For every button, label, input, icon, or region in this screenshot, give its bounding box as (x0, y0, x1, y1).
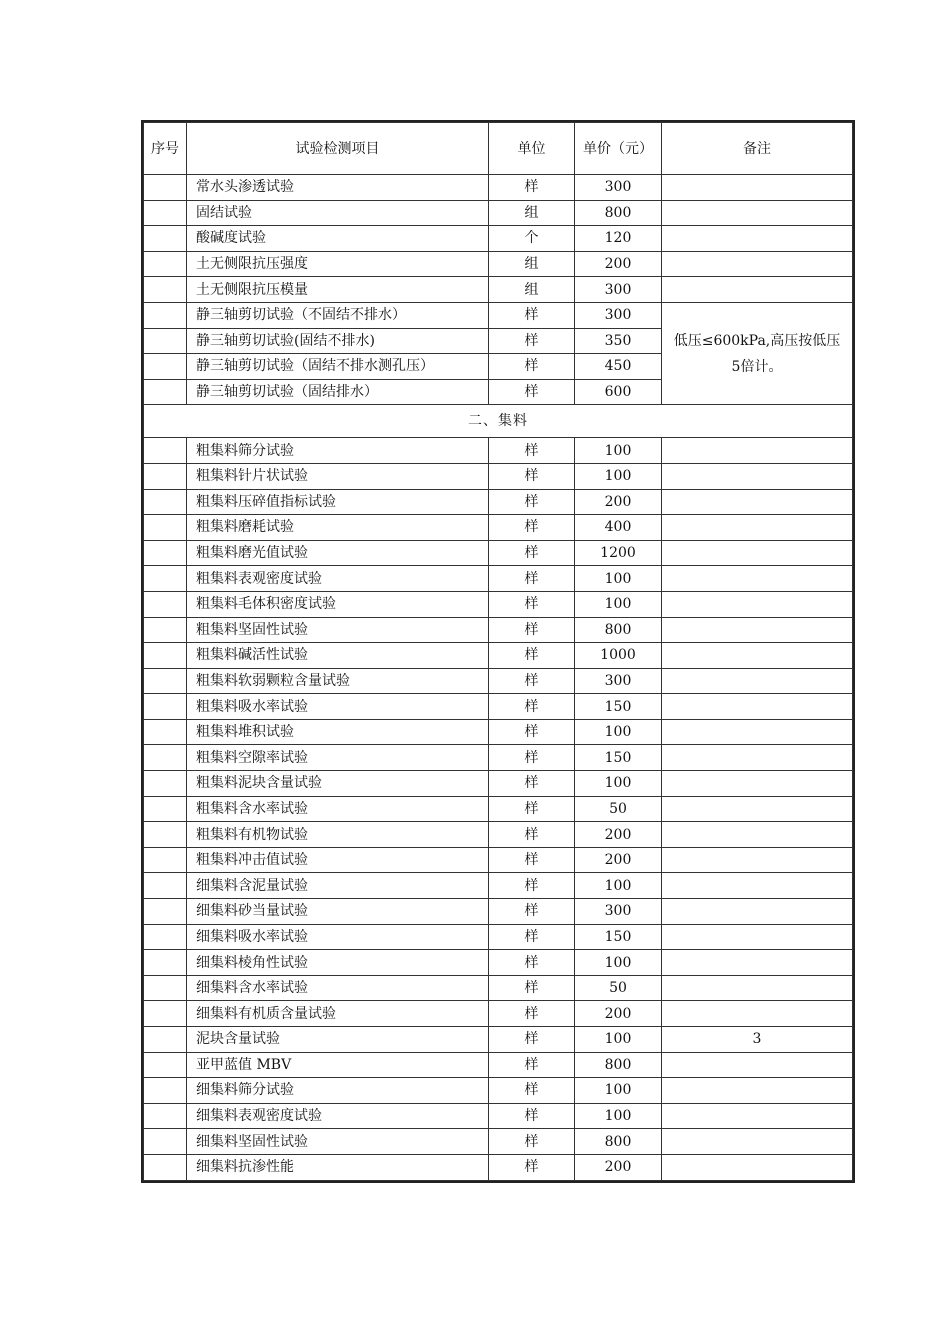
row-item: 细集料抗渗性能 (187, 1154, 489, 1180)
row-no (144, 924, 187, 950)
row-no (144, 302, 187, 328)
row-unit: 样 (489, 566, 575, 592)
row-price: 600 (575, 379, 662, 405)
section-title-row (144, 405, 853, 438)
row-item: 粗集料表观密度试验 (187, 566, 489, 592)
row-price: 800 (575, 200, 662, 226)
row-price: 120 (575, 226, 662, 252)
table-row (144, 899, 853, 925)
row-price: 50 (575, 975, 662, 1001)
row-price: 100 (575, 950, 662, 976)
row-unit: 样 (489, 463, 575, 489)
row-item: 粗集料筛分试验 (187, 438, 489, 464)
row-price: 100 (575, 873, 662, 899)
row-price: 350 (575, 328, 662, 354)
table-row (144, 591, 853, 617)
row-no (144, 899, 187, 925)
row-remark (662, 463, 853, 489)
row-remark (662, 924, 853, 950)
row-price: 100 (575, 463, 662, 489)
row-no (144, 873, 187, 899)
row-price: 150 (575, 924, 662, 950)
row-no (144, 1154, 187, 1180)
row-unit: 样 (489, 302, 575, 328)
row-price: 800 (575, 617, 662, 643)
row-no (144, 438, 187, 464)
row-no (144, 1001, 187, 1027)
row-remark (662, 540, 853, 566)
row-price: 200 (575, 847, 662, 873)
table-row (144, 1129, 853, 1155)
row-unit: 样 (489, 694, 575, 720)
table-row (144, 463, 853, 489)
row-price: 300 (575, 899, 662, 925)
row-item: 粗集料有机物试验 (187, 822, 489, 848)
row-remark (662, 975, 853, 1001)
row-unit: 样 (489, 1154, 575, 1180)
row-unit: 样 (489, 591, 575, 617)
row-price: 1000 (575, 643, 662, 669)
row-no (144, 379, 187, 405)
row-unit: 样 (489, 899, 575, 925)
row-remark (662, 1001, 853, 1027)
row-price: 100 (575, 1103, 662, 1129)
table-row (144, 924, 853, 950)
row-remark (662, 899, 853, 925)
header-price: 单价（元） (575, 123, 662, 175)
row-price: 400 (575, 515, 662, 541)
row-price: 100 (575, 719, 662, 745)
row-unit: 样 (489, 873, 575, 899)
row-no (144, 694, 187, 720)
row-remark (662, 200, 853, 226)
row-no (144, 566, 187, 592)
row-price: 200 (575, 1154, 662, 1180)
row-no (144, 200, 187, 226)
row-unit: 样 (489, 1103, 575, 1129)
row-price: 800 (575, 1052, 662, 1078)
row-unit: 样 (489, 847, 575, 873)
table-row (144, 540, 853, 566)
row-unit: 样 (489, 1027, 575, 1053)
row-remark (662, 719, 853, 745)
table-row (144, 719, 853, 745)
triaxial-remark: 低压≤600kPa,高压按低压5倍计。 (662, 302, 853, 404)
row-no (144, 328, 187, 354)
row-no (144, 515, 187, 541)
row-remark (662, 950, 853, 976)
header-no: 序号 (144, 123, 187, 175)
row-no (144, 643, 187, 669)
row-item: 亚甲蓝值 MBV (187, 1052, 489, 1078)
row-no (144, 617, 187, 643)
row-remark (662, 668, 853, 694)
row-no (144, 975, 187, 1001)
row-remark (662, 226, 853, 252)
row-no (144, 354, 187, 380)
price-table (143, 122, 853, 1181)
table-row (144, 643, 853, 669)
row-no (144, 463, 187, 489)
row-price: 1200 (575, 540, 662, 566)
row-price: 100 (575, 566, 662, 592)
row-item: 静三轴剪切试验（固结排水） (187, 379, 489, 405)
row-remark (662, 873, 853, 899)
row-remark (662, 1078, 853, 1104)
table-row (144, 1052, 853, 1078)
row-remark (662, 745, 853, 771)
section-title: 二、集料 (144, 405, 853, 438)
row-unit: 样 (489, 822, 575, 848)
table-row (144, 175, 853, 201)
table-row (144, 617, 853, 643)
table-row (144, 1154, 853, 1180)
table-row (144, 226, 853, 252)
row-remark (662, 591, 853, 617)
row-item: 细集料有机质含量试验 (187, 1001, 489, 1027)
table-row (144, 515, 853, 541)
header-remark: 备注 (662, 123, 853, 175)
row-item: 细集料吸水率试验 (187, 924, 489, 950)
row-unit: 样 (489, 771, 575, 797)
row-unit: 样 (489, 975, 575, 1001)
row-remark (662, 643, 853, 669)
table-row (144, 200, 853, 226)
table-row (144, 566, 853, 592)
row-item: 粗集料针片状试验 (187, 463, 489, 489)
row-item: 粗集料吸水率试验 (187, 694, 489, 720)
table-row (144, 251, 853, 277)
row-price: 150 (575, 694, 662, 720)
row-remark (662, 771, 853, 797)
row-item: 粗集料冲击值试验 (187, 847, 489, 873)
row-item: 粗集料泥块含量试验 (187, 771, 489, 797)
row-item: 细集料含泥量试验 (187, 873, 489, 899)
table-row (144, 771, 853, 797)
table-row (144, 950, 853, 976)
row-item: 粗集料压碎值指标试验 (187, 489, 489, 515)
row-remark (662, 1103, 853, 1129)
row-unit: 样 (489, 950, 575, 976)
table-row (144, 277, 853, 303)
row-item: 泥块含量试验 (187, 1027, 489, 1053)
row-item: 细集料筛分试验 (187, 1078, 489, 1104)
table-row (144, 822, 853, 848)
row-unit: 样 (489, 1078, 575, 1104)
row-price: 200 (575, 822, 662, 848)
row-no (144, 796, 187, 822)
row-unit: 样 (489, 745, 575, 771)
row-unit: 样 (489, 1052, 575, 1078)
row-item: 土无侧限抗压模量 (187, 277, 489, 303)
row-price: 200 (575, 489, 662, 515)
row-remark (662, 1129, 853, 1155)
row-no (144, 745, 187, 771)
header-unit: 单位 (489, 123, 575, 175)
table-row (144, 302, 853, 328)
row-item: 酸碱度试验 (187, 226, 489, 252)
row-price: 200 (575, 251, 662, 277)
row-no (144, 540, 187, 566)
row-price: 100 (575, 1078, 662, 1104)
row-remark (662, 796, 853, 822)
row-price: 300 (575, 302, 662, 328)
row-item: 细集料棱角性试验 (187, 950, 489, 976)
row-item: 粗集料毛体积密度试验 (187, 591, 489, 617)
row-item: 粗集料坚固性试验 (187, 617, 489, 643)
row-unit: 个 (489, 226, 575, 252)
row-price: 300 (575, 277, 662, 303)
row-price: 150 (575, 745, 662, 771)
row-no (144, 251, 187, 277)
row-item: 粗集料堆积试验 (187, 719, 489, 745)
row-price: 100 (575, 1027, 662, 1053)
row-no (144, 226, 187, 252)
row-no (144, 277, 187, 303)
row-remark (662, 489, 853, 515)
row-remark (662, 694, 853, 720)
table-row (144, 489, 853, 515)
row-unit: 组 (489, 251, 575, 277)
row-price: 300 (575, 175, 662, 201)
row-unit: 样 (489, 328, 575, 354)
header-item: 试验检测项目 (187, 123, 489, 175)
row-unit: 样 (489, 1129, 575, 1155)
row-item: 粗集料磨耗试验 (187, 515, 489, 541)
price-table-sheet (141, 120, 855, 1183)
row-no (144, 950, 187, 976)
row-unit: 样 (489, 643, 575, 669)
row-item: 粗集料软弱颗粒含量试验 (187, 668, 489, 694)
row-unit: 样 (489, 438, 575, 464)
row-item: 粗集料空隙率试验 (187, 745, 489, 771)
row-item: 粗集料含水率试验 (187, 796, 489, 822)
table-row (144, 694, 853, 720)
row-no (144, 771, 187, 797)
table-row (144, 873, 853, 899)
table-row (144, 745, 853, 771)
row-remark (662, 617, 853, 643)
row-no (144, 1052, 187, 1078)
row-item: 静三轴剪切试验（固结不排水测孔压） (187, 354, 489, 380)
row-item: 粗集料碱活性试验 (187, 643, 489, 669)
row-price: 100 (575, 438, 662, 464)
row-unit: 组 (489, 200, 575, 226)
table-row (144, 847, 853, 873)
row-price: 800 (575, 1129, 662, 1155)
row-item: 静三轴剪切试验(固结不排水) (187, 328, 489, 354)
row-unit: 样 (489, 1001, 575, 1027)
row-remark (662, 277, 853, 303)
row-remark (662, 251, 853, 277)
row-no (144, 822, 187, 848)
row-remark (662, 1154, 853, 1180)
table-row (144, 1103, 853, 1129)
row-unit: 样 (489, 668, 575, 694)
row-no (144, 719, 187, 745)
row-remark (662, 566, 853, 592)
row-no (144, 489, 187, 515)
row-unit: 样 (489, 719, 575, 745)
row-no (144, 175, 187, 201)
table-row (144, 438, 853, 464)
row-price: 450 (575, 354, 662, 380)
table-row (144, 796, 853, 822)
row-price: 100 (575, 591, 662, 617)
row-no (144, 1103, 187, 1129)
row-remark: 3 (662, 1027, 853, 1053)
row-item: 土无侧限抗压强度 (187, 251, 489, 277)
row-price: 200 (575, 1001, 662, 1027)
row-price: 50 (575, 796, 662, 822)
table-row (144, 975, 853, 1001)
row-unit: 样 (489, 354, 575, 380)
row-unit: 样 (489, 924, 575, 950)
row-remark (662, 438, 853, 464)
row-unit: 样 (489, 379, 575, 405)
row-item: 细集料砂当量试验 (187, 899, 489, 925)
row-item: 细集料含水率试验 (187, 975, 489, 1001)
row-unit: 样 (489, 515, 575, 541)
row-item: 固结试验 (187, 200, 489, 226)
table-row (144, 1027, 853, 1053)
row-unit: 组 (489, 277, 575, 303)
row-remark (662, 515, 853, 541)
row-unit: 样 (489, 175, 575, 201)
row-unit: 样 (489, 489, 575, 515)
row-unit: 样 (489, 540, 575, 566)
row-no (144, 668, 187, 694)
table-row (144, 1078, 853, 1104)
row-item: 细集料表观密度试验 (187, 1103, 489, 1129)
table-body (144, 175, 853, 1181)
row-remark (662, 847, 853, 873)
row-no (144, 1078, 187, 1104)
row-item: 常水头渗透试验 (187, 175, 489, 201)
row-no (144, 1027, 187, 1053)
table-row (144, 668, 853, 694)
row-price: 300 (575, 668, 662, 694)
row-remark (662, 822, 853, 848)
row-no (144, 847, 187, 873)
row-remark (662, 1052, 853, 1078)
row-no (144, 1129, 187, 1155)
row-price: 100 (575, 771, 662, 797)
row-unit: 样 (489, 617, 575, 643)
row-unit: 样 (489, 796, 575, 822)
table-row (144, 1001, 853, 1027)
row-item: 静三轴剪切试验（不固结不排水） (187, 302, 489, 328)
row-item: 细集料坚固性试验 (187, 1129, 489, 1155)
row-item: 粗集料磨光值试验 (187, 540, 489, 566)
row-no (144, 591, 187, 617)
row-remark (662, 175, 853, 201)
table-header-row (144, 123, 853, 175)
